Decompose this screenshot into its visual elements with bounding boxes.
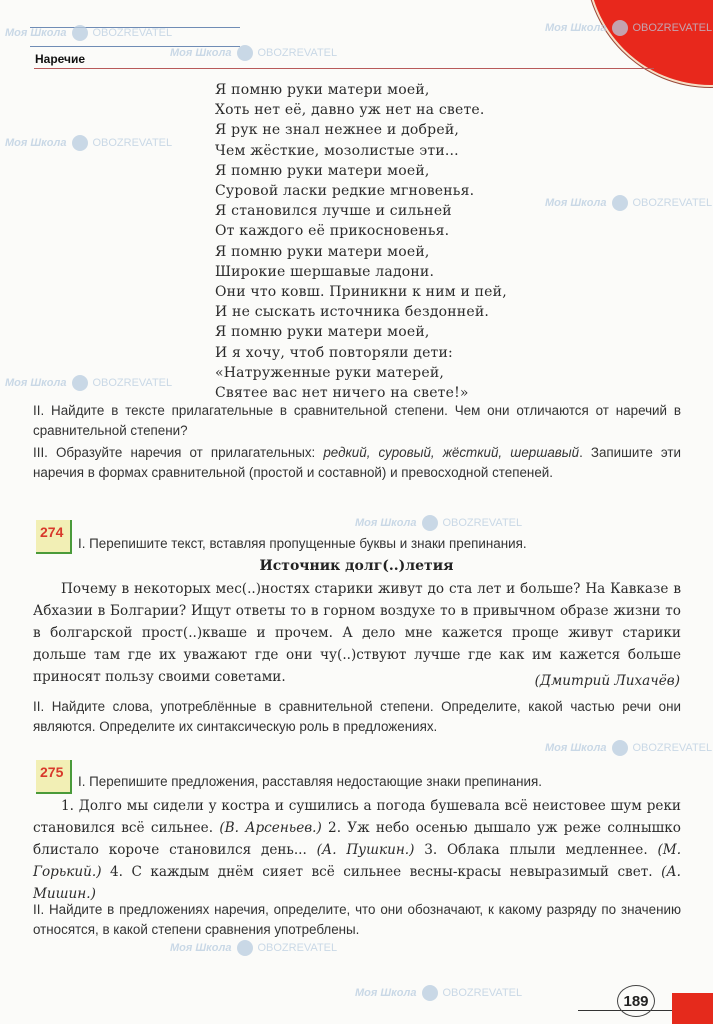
poem-line: Суровой ласки редкие мгновенья. [215, 183, 475, 200]
poem-line: Чем жёсткие, мозолистые эти... [215, 142, 459, 159]
citation: (М. Горький.) [33, 842, 682, 880]
watermark: Моя Школа OBOZREVATEL [355, 515, 522, 531]
watermark-logo-icon [237, 940, 253, 956]
poem-line: От каждого её прикосновенья. [215, 223, 450, 240]
poem-line: И не сыскать источника бездонней. [215, 304, 490, 321]
watermark-logo-icon [422, 515, 438, 531]
watermark-logo-icon [422, 985, 438, 1001]
watermark: Моя Школа OBOZREVATEL [5, 25, 172, 41]
poem-line: Хоть нет её, давно уж нет на свете. [215, 102, 485, 119]
watermark: Моя Школа OBOZREVATEL [170, 45, 337, 61]
header-rule-top [30, 27, 240, 28]
watermark-logo-icon [72, 375, 88, 391]
exercise-274-task-1: I. Перепишите текст, вставляя пропущенные буквы и знаки препинания. [78, 536, 527, 551]
exercise-274-text: Почему в некоторых мес(..)ностях старики живут до ста лет и больше? На Кавказе в Абхазии в Болгарии? Ищут ответы то в горном воздухе то в привычном образе жизни то в болгарской прост(..)кваше и прочем. А дело мне кажется проще живут старики дольше там где их уважают где они чу(..)ствуют лучше где как им кажется больше приносят пользу своими советами. [33, 581, 681, 685]
poem-line: Широкие шершавые ладони. [215, 263, 435, 280]
watermark-logo-icon [612, 195, 628, 211]
exercise-number-275: 275 [36, 760, 72, 794]
adjective-list: редкий, суровый, жёсткий, шершавый [323, 445, 580, 460]
watermark-logo-icon [72, 135, 88, 151]
citation: (В. Арсеньев.) [219, 820, 322, 836]
poem-line: «Натруженные руки матерей, [215, 364, 444, 381]
citation: (А. Мишин.) [33, 864, 681, 902]
poem-line: Я помню руки матери моей, [215, 243, 430, 260]
poem-line: Они что ковш. Приникни к ним и пей, [215, 284, 507, 301]
exercise-275-task-2: II. Найдите в предложениях наречия, определите, что они обозначают, к какому разряду по значению относятся, в какой степени сравнения употреблены. [33, 902, 681, 937]
corner-red-decoration [588, 0, 713, 85]
header-rule-bottom [30, 46, 240, 47]
poem-line: Я становился лучше и сильней [215, 203, 452, 220]
chapter-title: Наречие [35, 52, 86, 66]
poem-line: Я рук не знал нежнее и добрей, [215, 122, 460, 139]
page-number: 189 [617, 985, 655, 1017]
poem-line: Я помню руки матери моей, [215, 82, 430, 98]
exercise-275-task-1: I. Перепишите предложения, расставляя недостающие знаки препинания. [78, 774, 542, 789]
page-red-tab [672, 993, 713, 1024]
poem [215, 80, 507, 403]
citation: (А. Пушкин.) [316, 842, 415, 858]
exercise-number-274: 274 [36, 520, 72, 554]
watermark: Моя Школа OBOZREVATEL [545, 20, 712, 36]
poem-line: Я помню руки матери моей, [215, 162, 430, 179]
poem-line: Святее вас нет ничего на свете!» [215, 385, 469, 402]
exercise-274-title: Источник долг(..)летия [259, 558, 454, 574]
watermark: Моя Школа OBOZREVATEL [545, 195, 712, 211]
watermark-logo-icon [237, 45, 253, 61]
watermark-logo-icon [612, 740, 628, 756]
watermark: Моя Школа OBOZREVATEL [5, 375, 172, 391]
exercise-274-author: (Дмитрий Лихачёв) [534, 673, 680, 689]
exercise-274-task-2: II. Найдите слова, употреблённые в сравнительной степени. Определите, какой частью речи они являются. Определите их синтаксическую роль в предложениях. [33, 699, 681, 734]
poem-line: И я хочу, чтоб повторяли дети: [215, 344, 453, 361]
exercise-275-text: 1. Долго мы сидели у костра и сушились а погода бушевала всё неистовее шум реки становился всё сильнее. (В. Арсеньев.) 2. Уж небо осенью дышало уж реже солнышко блистало короче становился день... (А. Пушкин.) 3. Облака плыли медленнее. (М. Горький.) 4. С каждым днём сияет всё сильнее весны-красы невыразимый свет. (А. Мишин.) [33, 798, 682, 902]
watermark: Моя Школа OBOZREVATEL [5, 135, 172, 151]
task-2-text: II. Найдите в тексте прилагательные в сравнительной степени. Чем они отличаются от наречий в сравнительной степени? [33, 403, 681, 438]
poem-line: Я помню руки матери моей, [215, 324, 430, 341]
chapter-rule [34, 68, 654, 69]
watermark: Моя Школа OBOZREVATEL [355, 985, 522, 1001]
task-3-text: III. Образуйте наречия от прилагательных: редкий, суровый, жёсткий, шершавый. Запишите эти наречия в формах сравнительной (простой и составной) и превосходной степеней. [33, 445, 682, 480]
watermark: Моя Школа OBOZREVATEL [170, 940, 337, 956]
watermark: Моя Школа OBOZREVATEL [545, 740, 712, 756]
